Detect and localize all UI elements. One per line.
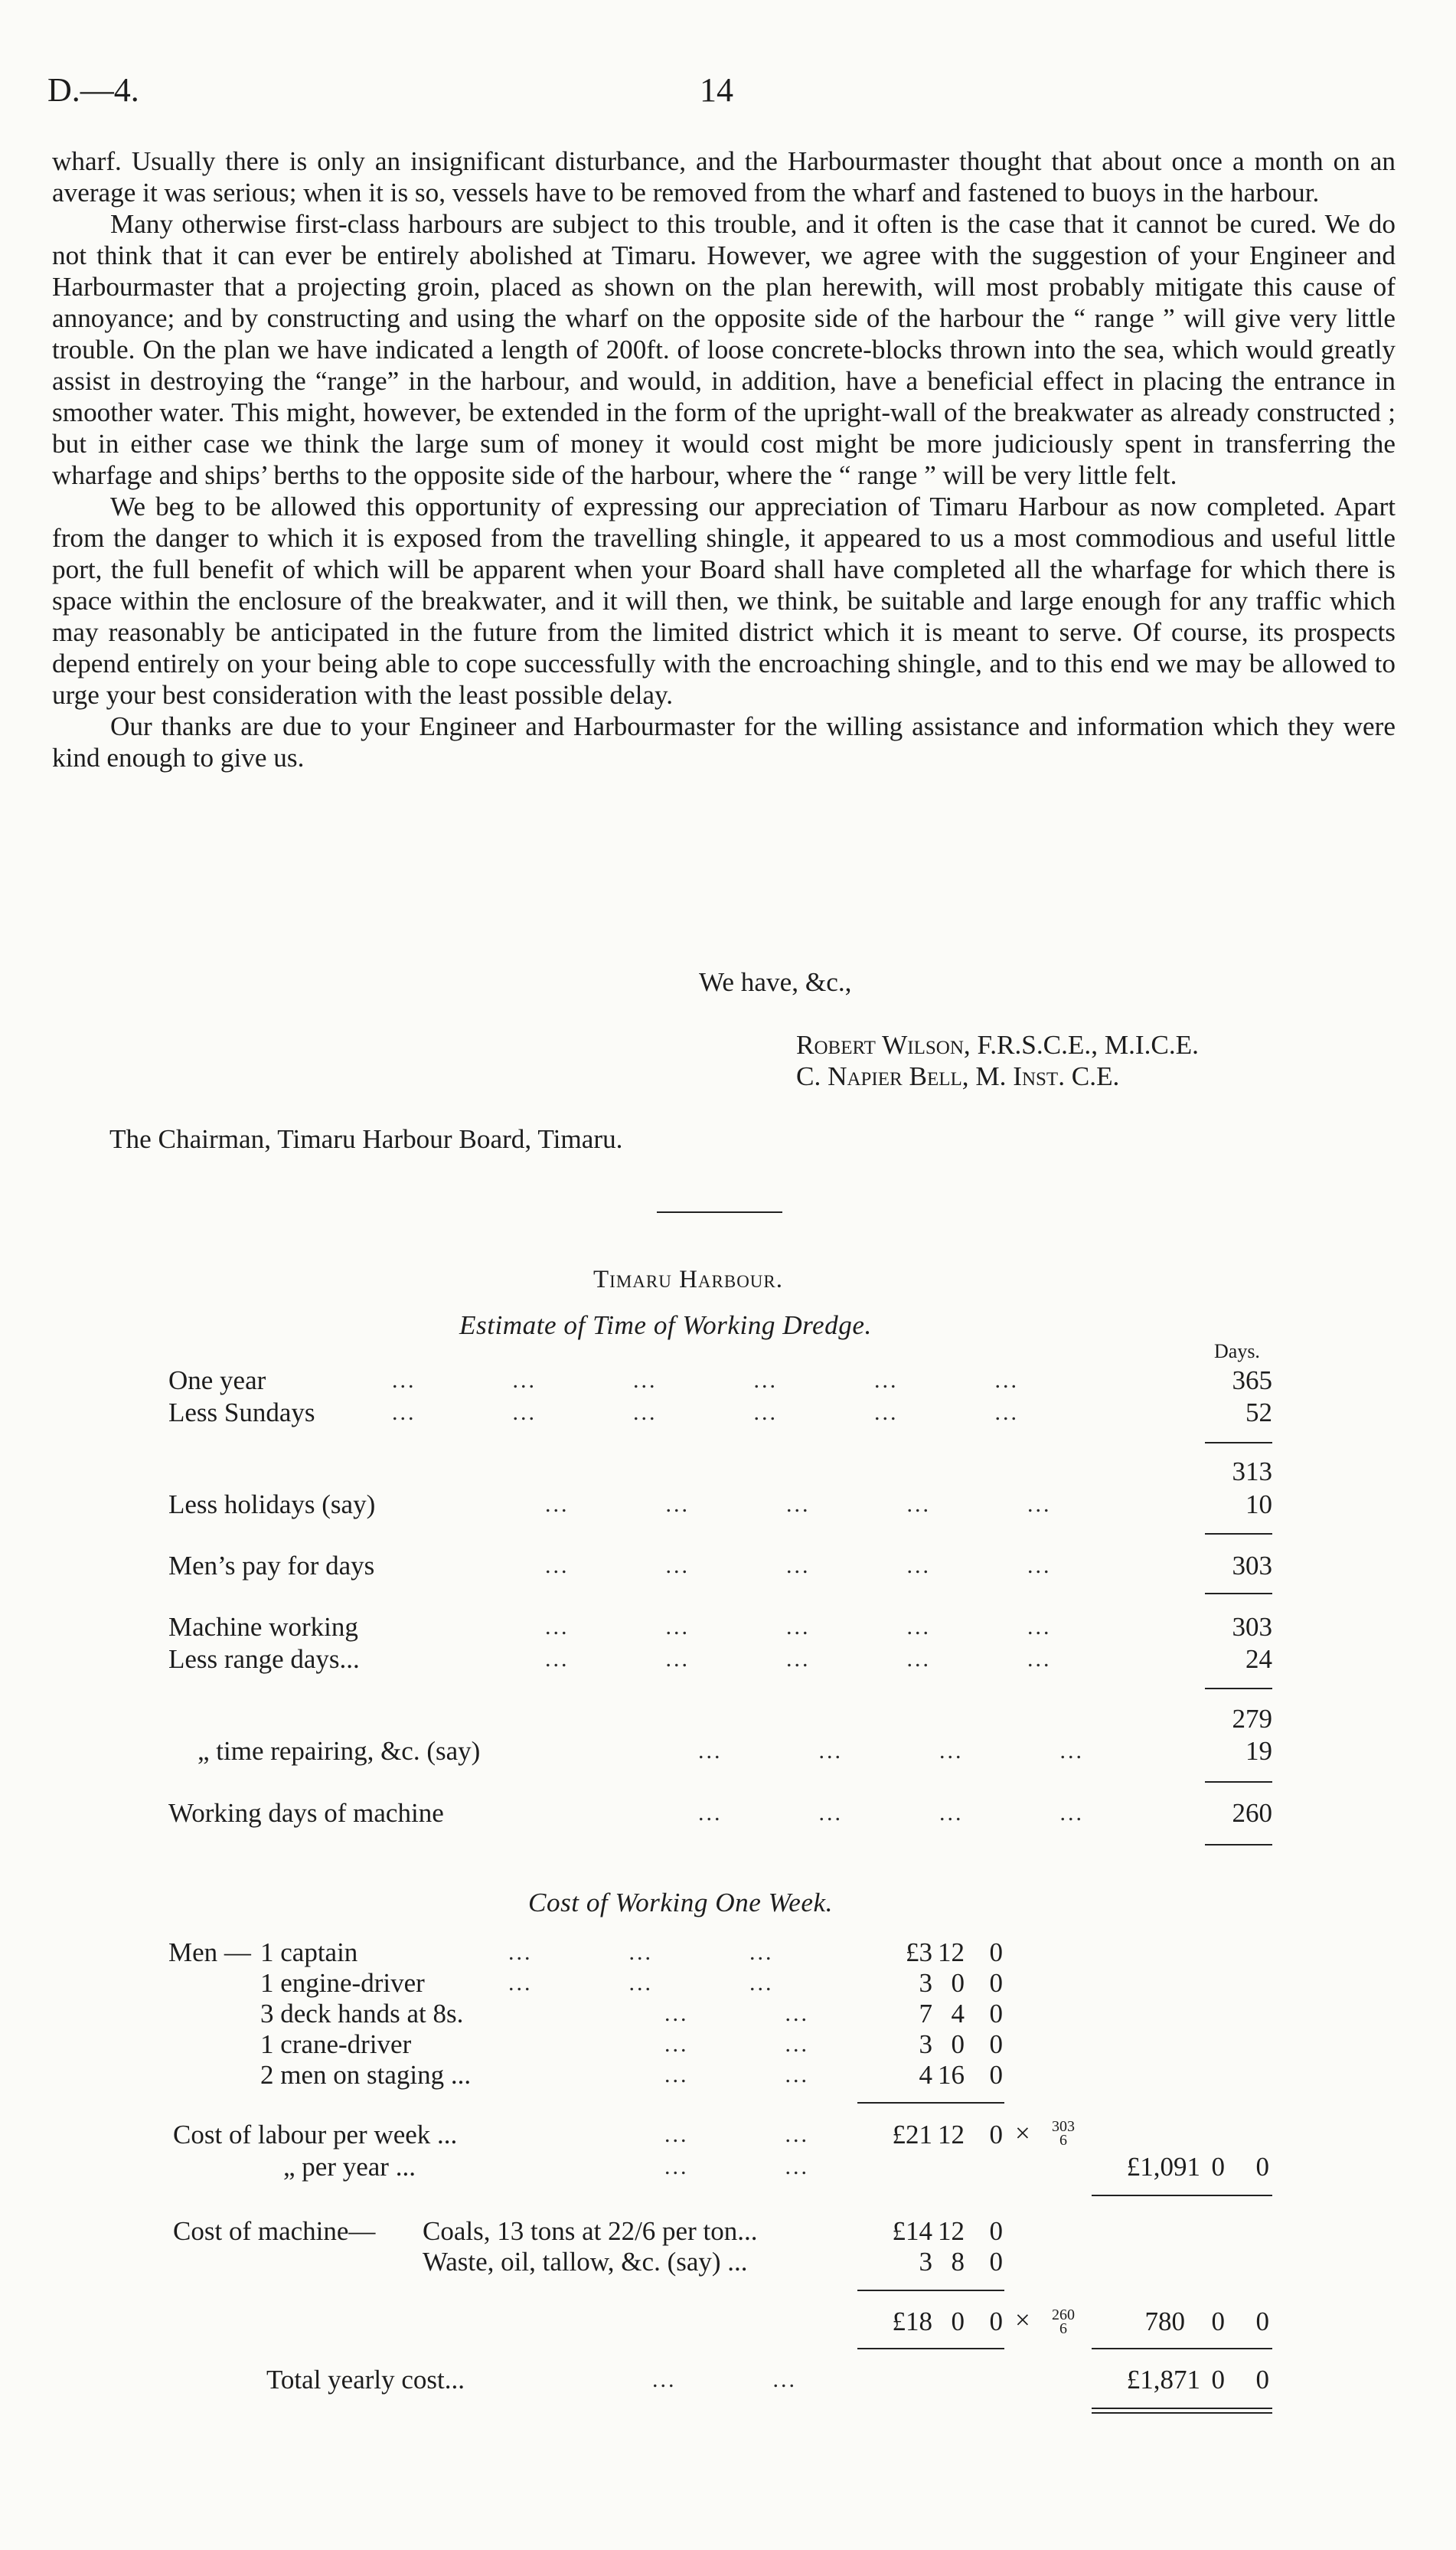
- shillings-cell: 0: [951, 1968, 965, 1998]
- fraction-denominator: 6: [1059, 2320, 1067, 2337]
- shillings-cell: 12: [938, 2120, 965, 2150]
- machine-label: Cost of machine—: [173, 2216, 376, 2246]
- sum-rule: [1092, 2348, 1272, 2349]
- pence-cell: 0: [989, 1937, 1003, 1967]
- sum-rule: [1205, 1442, 1272, 1443]
- pence-cell: 0: [1255, 2306, 1269, 2336]
- pounds-cell: £1,091: [1126, 2152, 1200, 2182]
- row-label: Less holidays (say): [168, 1489, 376, 1519]
- leader-dots: ... ... ... ... ...: [545, 1492, 1052, 1517]
- pence-cell: 0: [989, 2060, 1003, 2090]
- cost-item-label: Coals, 13 tons at 22/6 per ton...: [423, 2216, 758, 2246]
- pence-cell: 0: [989, 2306, 1003, 2336]
- sum-rule: [1205, 1844, 1272, 1845]
- fraction-numerator: 260: [1052, 2306, 1075, 2323]
- paragraph: wharf. Usually there is only an insignificant disturbance, and the Harbourmaster thought that about once a month on an average it was serious; when it is so, vessels have to be removed from the wharf and fastened to buoys in the harbour.: [52, 146, 1396, 208]
- multiplier-fraction: [1050, 2120, 1076, 2147]
- row-label: Less Sundays: [168, 1398, 315, 1427]
- shillings-cell: 0: [1211, 2306, 1225, 2336]
- letter-body: [52, 145, 1396, 773]
- table-heading: Timaru Harbour.: [593, 1266, 784, 1293]
- shillings-cell: 0: [951, 2306, 965, 2336]
- shillings-cell: 16: [938, 2060, 965, 2090]
- sum-rule: [1205, 1688, 1272, 1689]
- sum-rule: [1092, 2195, 1272, 2196]
- row-label: „ time repairing, &c. (say): [198, 1736, 481, 1766]
- total-double-rule: [1092, 2412, 1272, 2414]
- page-number: 14: [700, 71, 733, 109]
- cost-item-label: 1 engine-driver: [260, 1968, 425, 1998]
- pounds-cell: 780: [1144, 2306, 1185, 2336]
- days-column-header: Days.: [1214, 1340, 1260, 1362]
- paragraph: Our thanks are due to your Engineer and Harbourmaster for the willing assistance and information which they were kind enough to give us.: [52, 711, 1396, 773]
- pounds-cell: £18: [892, 2306, 932, 2336]
- multiplier-fraction: [1050, 2308, 1076, 2336]
- row-label: Machine working: [168, 1612, 358, 1642]
- estimate-subheading: Estimate of Time of Working Dredge.: [459, 1310, 872, 1340]
- shillings-cell: 12: [938, 2216, 965, 2246]
- multiply-sign: ×: [1015, 2118, 1030, 2148]
- sum-rule: [857, 2102, 1004, 2104]
- leader-dots: ... ... ...: [508, 1970, 774, 1996]
- row-value: 303: [1232, 1612, 1272, 1642]
- pounds-cell: £21: [892, 2120, 932, 2150]
- leader-dots: ... ... ...: [508, 1940, 774, 1965]
- pence-cell: 0: [989, 1999, 1003, 2029]
- cost-item-label: 1 crane-driver: [260, 2029, 412, 2059]
- row-label: Less range days...: [168, 1644, 360, 1674]
- fraction-numerator: 303: [1052, 2118, 1075, 2135]
- sum-rule: [857, 2348, 1004, 2349]
- row-label: Working days of machine: [168, 1798, 444, 1828]
- multiply-sign: ×: [1015, 2305, 1030, 2335]
- leader-dots: ... ...: [664, 2062, 809, 2087]
- cost-item-label: 1 captain: [260, 1937, 358, 1967]
- pounds-cell: 3: [919, 2029, 932, 2059]
- pounds-cell: 7: [919, 1999, 932, 2029]
- leader-dots: ... ...: [664, 2001, 809, 2026]
- leader-dots: ... ... ... ... ... ...: [392, 1368, 1019, 1393]
- row-value: 19: [1245, 1736, 1272, 1766]
- fraction-denominator: 6: [1059, 2132, 1067, 2149]
- cost-item-label: „ per year ...: [283, 2152, 416, 2182]
- row-value: 365: [1232, 1365, 1272, 1395]
- addressee: The Chairman, Timaru Harbour Board, Timaru.: [109, 1124, 623, 1154]
- row-value: 303: [1232, 1551, 1272, 1581]
- pence-cell: 0: [989, 2247, 1003, 2277]
- cost-item-label: Cost of labour per week ...: [173, 2120, 458, 2150]
- subtotal-value: 313: [1232, 1456, 1272, 1486]
- pence-cell: 0: [989, 2216, 1003, 2246]
- total-shillings: 0: [1211, 2365, 1225, 2395]
- salutation: We have, &c.,: [699, 967, 852, 997]
- total-pounds: £1,871: [1126, 2365, 1200, 2395]
- paragraph: Many otherwise first-class harbours are subject to this trouble, and it often is the case that it cannot be cured. We do not think that it can ever be entirely abolished at Timaru. However, we agree with the suggestion of your Engineer and Harbourmaster that a projecting groin, placed as shown on the plan herewith, will most probably mitigate this cause of annoyance; and by constructing and using the wharf on the opposite side of the harbour the “ range ” will give very little trouble. On the plan we have indicated a length of 200ft. of loose concrete-blocks thrown into the sea, which would greatly assist in destroying the “range” in the harbour, and would, in addition, have a beneficial effect in placing the entrance in smoother water. This might, however, be extended in the form of the upright-wall of the breakwater as already constructed ; but in either case we think the large sum of money it would cost might be more judiciously spent in transferring the wharfage and ships’ berths to the opposite side of the harbour, where the “ range ” will be very little felt.: [52, 209, 1396, 490]
- shillings-cell: 4: [951, 1999, 965, 2029]
- pounds-cell: £14: [892, 2216, 932, 2246]
- total-double-rule: [1092, 2408, 1272, 2409]
- pence-cell: 0: [989, 1968, 1003, 1998]
- subtotal-value: 279: [1232, 1704, 1272, 1734]
- row-label: One year: [168, 1365, 266, 1395]
- leader-dots: ... ...: [652, 2367, 797, 2392]
- signatory-wilson: Robert Wilson, F.R.S.C.E., M.I.C.E.: [796, 1030, 1199, 1060]
- pence-cell: 0: [1255, 2152, 1269, 2182]
- leader-dots: ... ...: [664, 2032, 809, 2057]
- sum-rule: [1205, 1781, 1272, 1783]
- leader-dots: ... ... ... ... ...: [545, 1646, 1052, 1672]
- pounds-cell: 4: [919, 2060, 932, 2090]
- pounds-cell: 3: [919, 1968, 932, 1998]
- section-divider: [657, 1211, 782, 1213]
- sum-rule: [857, 2290, 1004, 2291]
- leader-dots: ... ...: [664, 2154, 809, 2179]
- row-value: 10: [1245, 1489, 1272, 1519]
- cost-item-label: 3 deck hands at 8s.: [260, 1999, 464, 2029]
- leader-dots: ... ...: [664, 2122, 809, 2147]
- total-label: Total yearly cost...: [266, 2365, 465, 2395]
- leader-dots: ... ... ... ... ...: [545, 1553, 1052, 1578]
- shillings-cell: 0: [951, 2029, 965, 2059]
- row-value: 260: [1232, 1798, 1272, 1828]
- leader-dots: ... ... ... ... ... ...: [392, 1400, 1019, 1425]
- signatory-bell: C. Napier Bell, M. Inst. C.E.: [796, 1061, 1120, 1091]
- pence-cell: 0: [989, 2029, 1003, 2059]
- paragraph: We beg to be allowed this opportunity of expressing our appreciation of Timaru Harbour as now completed. Apart from the danger to which it is exposed from the travelling shingle, it appeared to us a most commodious and useful little port, the full benefit of which will be apparent when your Board shall have completed all the wharfage for which there is space within the enclosure of the breakwater, and it will then, we think, be suitable and large enough for any traffic which may reasonably be anticipated in the future from the limited district which it is meant to serve. Of course, its prospects depend entirely on your being able to cope successfully with the encroaching shingle, and to this end we may be allowed to urge your best consideration with the least possible delay.: [52, 492, 1396, 710]
- leader-dots: ... ... ... ... ...: [545, 1614, 1052, 1640]
- pounds-cell: £3: [906, 1937, 932, 1967]
- leader-dots: ... ... ... ...: [698, 1800, 1084, 1826]
- pence-cell: 0: [989, 2120, 1003, 2150]
- row-value: 52: [1245, 1398, 1272, 1427]
- sum-rule: [1205, 1533, 1272, 1535]
- shillings-cell: 0: [1211, 2152, 1225, 2182]
- sum-rule: [1205, 1593, 1272, 1594]
- row-value: 24: [1245, 1644, 1272, 1674]
- report-code: D.—4.: [47, 71, 139, 109]
- leader-dots: ... ... ... ...: [698, 1738, 1084, 1764]
- shillings-cell: 12: [938, 1937, 965, 1967]
- shillings-cell: 8: [951, 2247, 965, 2277]
- cost-subheading: Cost of Working One Week.: [528, 1888, 833, 1917]
- cost-item-label: 2 men on staging ...: [260, 2060, 472, 2090]
- cost-item-label: Waste, oil, tallow, &c. (say) ...: [423, 2247, 748, 2277]
- men-label: Men —: [168, 1937, 251, 1967]
- pounds-cell: 3: [919, 2247, 932, 2277]
- total-pence: 0: [1255, 2365, 1269, 2395]
- row-label: Men’s pay for days: [168, 1551, 375, 1581]
